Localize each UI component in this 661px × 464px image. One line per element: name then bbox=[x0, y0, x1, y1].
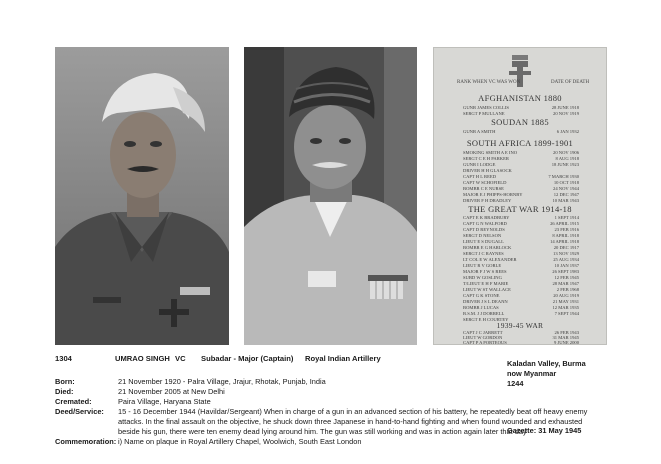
plaque-row: BOMBR J LUCAS 12 MAR 1935 bbox=[463, 305, 579, 310]
plaque-row: CAPT G N WALFORD 26 APRIL 1915 bbox=[463, 221, 579, 226]
plaque-row: DRIVER J S L DEANN 21 MAY 1931 bbox=[463, 299, 579, 304]
plaque-row: CAPT P A PORTEOUS 9 JUNE 2000 bbox=[463, 340, 579, 345]
deed-line-1: 15 - 16 December 1944 (Havildar/Sergeant) When in charge of a gun in an advanced section of his battery, he repeatedly beat off heavy enemy bbox=[118, 407, 588, 416]
award-name: VC bbox=[175, 354, 186, 363]
plaque-row: GUNR JAMES COLLIS 28 JUNE 1918 bbox=[463, 105, 579, 110]
commemoration-value: i) Name on plaque in Royal Artillery Chapel, Woolwich, South East London bbox=[118, 437, 362, 446]
plaque-row: CAPT D REYNOLDS 23 FEB 1916 bbox=[463, 227, 579, 232]
commemoration-label: Commemoration: bbox=[55, 437, 117, 446]
plaque-row: GUNR I LODGE 18 JUNE 1923 bbox=[463, 162, 579, 167]
plaque-row: CAPT G K STONE 20 AUG 1919 bbox=[463, 293, 579, 298]
born-value: 21 November 1920 - Palra Village, Jrajur, Rhotak, Punjab, India bbox=[118, 377, 326, 386]
recipient-name: UMRAO SINGH bbox=[115, 354, 170, 363]
plaque-row: DRIVER H H GLASOCK bbox=[463, 168, 512, 173]
plaque-row: DRIVER F H DRADLEY 10 MAR 1943 bbox=[463, 198, 579, 203]
plaque-row: GUNR A SMITH 6 JAN 1932 bbox=[463, 129, 579, 134]
deed-line-3: beside his gun, there were ten enemy dead lying around him. The gun was still working and was in action again later that day bbox=[118, 427, 527, 436]
rank-text: Subadar - Major (Captain) bbox=[201, 354, 294, 363]
gazette-date: Gazette: 31 May 1945 bbox=[507, 426, 582, 435]
portrait-young-photo bbox=[55, 47, 229, 345]
plaque-row: SERGT E H COURTEY bbox=[463, 317, 509, 322]
cremated-value: Paira Village, Haryana State bbox=[118, 397, 211, 406]
plaque-row: LIEUT W ST WALLACE 2 FEB 1968 bbox=[463, 287, 579, 292]
unit-text: Royal Indian Artillery bbox=[305, 354, 381, 363]
born-label: Born: bbox=[55, 377, 75, 386]
plaque-row: SERGT J C RAYNES 13 NOV 1929 bbox=[463, 251, 579, 256]
deed-line-2: attacks. In the final assault on the objective, he shuck down three Japanese in hand-to-hand fighting and when found wounded and exhausted bbox=[118, 417, 583, 426]
plaque-row: BOMBR E G HARLOCK 20 DEC 1917 bbox=[463, 245, 579, 250]
deed-label: Deed/Service: bbox=[55, 407, 104, 416]
reference-number: 1244 bbox=[507, 379, 524, 388]
portrait-older-photo bbox=[244, 47, 417, 345]
plaque-row bbox=[433, 344, 607, 345]
plaque-row: T/LIEUT E H F MARIE 28 MAR 1947 bbox=[463, 281, 579, 286]
plaque-row: SMOKING SMITH A E INO 20 NOV 1906 bbox=[463, 150, 579, 155]
plaque-row: CAPT E K BRADBURY 1 SEPT 1914 bbox=[463, 215, 579, 220]
record-number: 1304 bbox=[55, 354, 72, 363]
place-line-2: now Myanmar bbox=[507, 369, 557, 378]
plaque-row: BOMBR C E NURSE 24 NOV 1944 bbox=[463, 186, 579, 191]
plaque-section-title: THE GREAT WAR 1914-18 bbox=[468, 204, 572, 214]
plaque-section-title: AFGHANISTAN 1880 bbox=[478, 93, 562, 103]
plaque-row: SUBD W GOSLING 12 FEB 1945 bbox=[463, 275, 579, 280]
plaque-row: LIEUT R V GORLE 10 JAN 1937 bbox=[463, 263, 579, 268]
plaque-row: MAJOR F J W S REES 26 SEPT 1983 bbox=[463, 269, 579, 274]
medal-bar-icon bbox=[368, 275, 408, 299]
died-value: 21 November 2005 at New Delhi bbox=[118, 387, 225, 396]
plaque-row: MAJOR E J PHIPPS-HORNBY 12 DEC 1947 bbox=[463, 192, 579, 197]
plaque-row: LIEUT W GORDON 31 MAR 1945 bbox=[463, 335, 579, 340]
plaque-row: SERGT D NELSON 8 APRIL 1918 bbox=[463, 233, 579, 238]
cremated-label: Cremated: bbox=[55, 397, 92, 406]
plaque-row: SERGT C E H PARKER 8 AUG 1918 bbox=[463, 156, 579, 161]
died-label: Died: bbox=[55, 387, 74, 396]
plaque-section-title: SOUDAN 1885 bbox=[491, 117, 549, 127]
plaque-section-title: SOUTH AFRICA 1899-1901 bbox=[466, 138, 574, 148]
plaque-row: CAPT J C JARRETT 26 FEB 1943 bbox=[463, 330, 579, 335]
plaque-row: CAPT W SCHOFIELD 10 OCT 1918 bbox=[463, 180, 579, 185]
plaque-row: B.S.M. J J DORRELL 7 SEPT 1944 bbox=[463, 311, 579, 316]
place-line-1: Kaladan Valley, Burma bbox=[507, 359, 586, 368]
plaque-section-title: 1939-45 WAR bbox=[496, 321, 544, 330]
plaque-header-rank: RANK WHEN VC WAS WON bbox=[457, 80, 521, 85]
plaque-row: CAPT H L REED 7 MARCH 1930 bbox=[463, 174, 579, 179]
memorial-plaque-photo bbox=[433, 47, 607, 345]
plaque-row: SERGT P MULLANE 20 NOV 1919 bbox=[463, 111, 579, 116]
plaque-row: LT COL E W ALEXANDER 25 AUG 1934 bbox=[463, 257, 579, 262]
plaque-row: LIEUT E S DUGALL 14 APRIL 1918 bbox=[463, 239, 579, 244]
plaque-header-death: DATE OF DEATH bbox=[551, 80, 590, 85]
